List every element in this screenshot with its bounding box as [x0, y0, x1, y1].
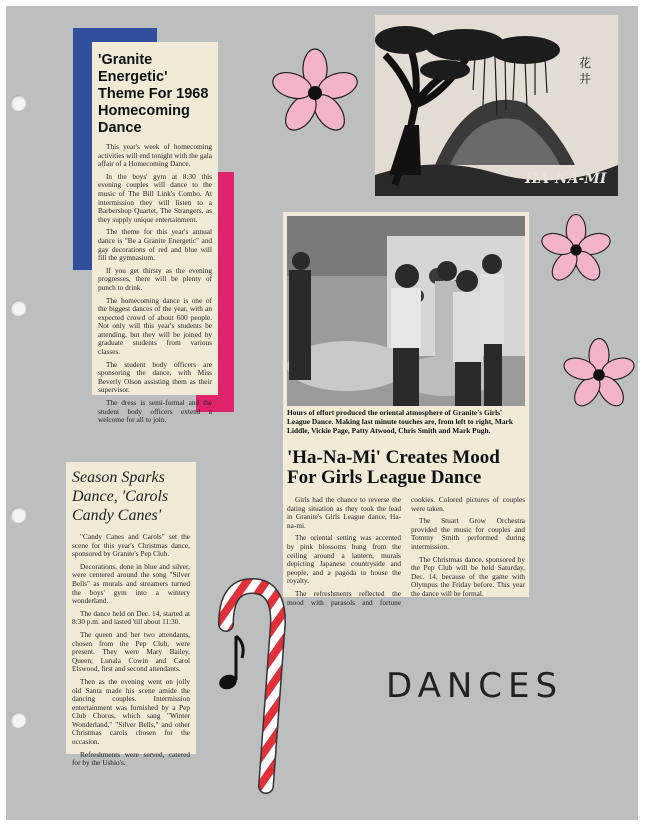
section-title: DANCES — [386, 666, 564, 706]
christmas-paragraph: Then as the evening went on jolly old Santa made his scene amide the dancing couples. Intermission entertainment was furnished by a Pep Club Chorus, which sang "Winter Wonderland," "Silver Bells," and other Christmas carols chosen for the occasion. — [72, 676, 190, 747]
flower-icon — [268, 46, 362, 140]
flower-icon — [560, 336, 638, 414]
hanami-article — [287, 444, 525, 607]
christmas-paragraph: Decorations, done in blue and silver, were centered around the song "Silver Bells" as murals and streamers turned the boys' gym into a wintery wonderland. — [72, 561, 190, 606]
music-note-icon — [218, 632, 246, 692]
christmas-paragraph: Refreshments were served, catered for by the Ushio's. — [72, 749, 190, 768]
hanami-paragraph: The Christmas dance, sponsored by the Pep Club will be held Saturday, Dec. 14, because of the game with Olympus the Friday before. This year the dance will be formal. — [411, 554, 525, 598]
homecoming-paragraph: The dress is semi-formal and the student body officers extend a welcome for all to join. — [98, 398, 212, 425]
hanami-illustration — [375, 15, 618, 196]
binder-hole — [10, 712, 26, 728]
hanami-paragraph: Girls had the chance to reverse the dating situation as they took the lead in Granite's Girls League dance, Ha-na-mi. — [287, 495, 401, 530]
homecoming-headline: 'Granite Energetic' Theme For 1968 Homecoming Dance — [98, 52, 209, 136]
hanami-kanji: 花 井 — [579, 56, 592, 86]
homecoming-paragraph: The student body officers are sponsoring the dance, with Miss Beverly Olson assisting them as their supervisor. — [98, 359, 212, 395]
christmas-paragraph: The dance held on Dec. 14, started at 8:30 p.m. and lasted 'till about 11:30. — [72, 608, 190, 627]
christmas-clipping — [66, 462, 196, 768]
binder-hole — [10, 300, 26, 316]
christmas-headline: Season Sparks Dance, 'Carols Candy Canes' — [72, 469, 169, 524]
binder-hole — [10, 507, 26, 523]
hanami-card — [375, 15, 618, 196]
homecoming-paragraph: In the boys' gym at 8:30 this evening couples will dance to the music of The Bill Link's Combo. At intermission they will listen to a Barbershop Quartet, The Strangers, as they supply unique entertainment. — [98, 171, 212, 224]
flower-icon — [538, 212, 614, 288]
hanami-columns — [287, 496, 525, 607]
homecoming-paragraph: This year's week of homecoming activities will end tonight with the gala affair of a Homecoming Dance. — [98, 142, 212, 169]
homecoming-clipping — [92, 42, 218, 425]
binder-hole — [10, 95, 26, 111]
hanami-paragraph: The refreshments reflected the mood with parasols and fortune cookies. Colored pictures of couples were taken. — [287, 495, 525, 607]
hanami-paragraph: The Stuart Grow Orchestra provided the music for couples and Tommy Smith performed during intermission. — [411, 516, 525, 551]
christmas-paragraph: The queen and her two attendants, chosen from the Pep Club, were present. They were Mary Bailey, Queen; Lunala Cowin and Carol Elswood, first and second attendants. — [72, 629, 190, 674]
hanami-clipping — [283, 212, 529, 607]
homecoming-paragraph: The homecoming dance is one of the biggest dances of the year, with an expected crowd of about 600 people. Not only will this year's students be attending, but they will be joined by graduate students from various classes. — [98, 295, 212, 357]
hanami-paragraph: The oriental setting was accented by pink blossoms hung from the ceiling around a lantern, murals depicting Japanese countryside and people, and a pagoda to house the royalty. — [287, 533, 401, 586]
homecoming-paragraph: The theme for this year's annual dance is "Be a Granite Energetic" and gay decorations of red and blue will fill the gymnasium. — [98, 227, 212, 263]
christmas-paragraph: "Candy Canes and Carols" set the scene for this year's Christmas dance, sponsored by Granite's Pep Club. — [72, 532, 190, 559]
hanami-card-title: HA-NA-MI — [525, 171, 607, 187]
homecoming-paragraph: If you get thirsty as the evening progresses, there will be plenty of punch to drink. — [98, 265, 212, 292]
photo-caption: Hours of effort produced the oriental atmosphere of Granite's Girls' League Dance. Making last minute touches are, from left to right, Mark Liddle, Vickie Page, Patty Atwood, Chris Smith and Mark Pugh. — [287, 408, 513, 435]
hanami-headline: 'Ha-Na-Mi' Creates Mood For Girls League Dance — [287, 447, 500, 488]
dance-photo — [287, 216, 525, 406]
